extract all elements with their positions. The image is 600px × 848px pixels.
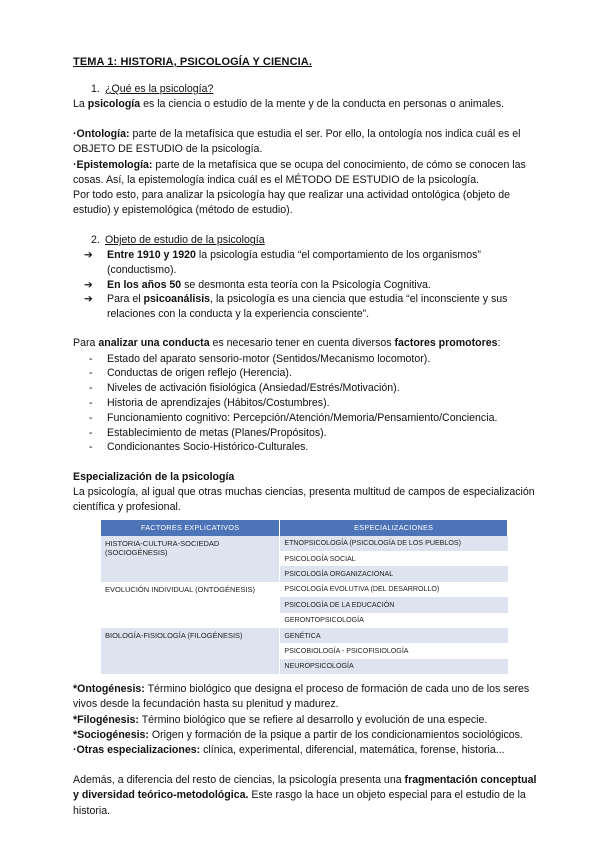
page-title: TEMA 1: HISTORIA, PSICOLOGÍA Y CIENCIA.: [73, 56, 313, 68]
especializacion-intro: La psicología, al igual que otras muchas ciencias, presenta multitud de campos de especialización científica y profesional.: [73, 486, 535, 514]
def-term: *Sociogénesis:: [73, 728, 149, 741]
ontologia-term: ·Ontología:: [73, 128, 130, 141]
arrow-item: [73, 278, 543, 293]
table-cell: PSICOLOGÍA SOCIAL: [280, 551, 508, 566]
def-text: Término biológico que se refiere al desarrollo y evolución de una especie.: [138, 713, 488, 726]
def-text: Origen y formación de la psique a partir de los condicionamientos sociológicos.: [148, 728, 523, 741]
arrow-item: [73, 292, 543, 321]
analizar-paragraph: [73, 336, 543, 351]
list-item-text: Historia de aprendizajes (Hábitos/Costumbres).: [107, 396, 330, 409]
def-term: *Ontogénesis:: [73, 683, 145, 696]
dash-bullet: -: [89, 367, 93, 380]
arrow-icon: ➔: [84, 278, 93, 291]
definition-bold: psicología: [87, 98, 141, 110]
def-filogenesis: [73, 713, 543, 728]
section-2-heading: [91, 233, 543, 248]
analizar-post: :: [497, 337, 501, 350]
epistemologia-term: ·Epistemología:: [73, 158, 153, 171]
ontologia-paragraph: [73, 127, 543, 157]
arrow-item-bold: Entre 1910 y 1920: [107, 249, 196, 262]
arrow-item-bold: psicoanálisis: [143, 293, 211, 306]
dash-bullet: -: [89, 411, 93, 424]
table-factor-cell: HISTORIA-CULTURA-SOCIEDAD (SOCIOGÉNESIS): [101, 536, 280, 582]
ontologia-text: parte de la metafísica que estudia el ser. Por ello, la ontología nos indica cuál es el OBJETO DE ESTUDIO de la psicología.: [73, 128, 521, 156]
dash-bullet: -: [89, 396, 93, 409]
especializaciones-table: [101, 520, 508, 675]
especializacion-heading: Especialización de la psicología: [73, 471, 235, 484]
analizar-bold-2: factores promotores: [394, 337, 498, 350]
analizar-bold-1: analizar una conducta: [98, 337, 210, 350]
list-item-text: Condicionantes Socio-Histórico-Culturales.: [107, 441, 309, 454]
table-header-especializaciones: ESPECIALIZACIONES: [280, 520, 508, 536]
def-ontogenesis: [73, 682, 543, 712]
list-item: [73, 381, 543, 396]
table-row: [101, 582, 508, 597]
table-cell: PSICOBIOLOGÍA - PSICOFISIOLOGÍA: [280, 643, 508, 658]
list-item: [73, 352, 543, 367]
def-term: ·Otras especializaciones:: [73, 743, 201, 756]
list-item: [73, 396, 543, 411]
def-otras: [73, 743, 543, 758]
epistemologia-paragraph: [73, 158, 543, 188]
definition-pre: La: [73, 98, 88, 110]
definition-post: es la ciencia o estudio de la mente y de la conducta en personas o animales.: [140, 98, 505, 110]
arrow-item-text: se desmonta esta teoría con la Psicología Cognitiva.: [181, 278, 431, 291]
def-sociogenesis: [73, 728, 543, 743]
table-cell: PSICOLOGÍA DE LA EDUCACIÓN: [280, 597, 508, 612]
analizar-mid: es necesario tener en cuenta diversos: [209, 337, 395, 350]
def-text: clínica, experimental, diferencial, matemática, forense, historia...: [200, 743, 505, 756]
section-1-label: ¿Qué es la psicología?: [105, 83, 214, 95]
table-factor-cell: BIOLOGÍA-FISIOLOGÍA (FILOGÉNESIS): [101, 628, 280, 674]
list-item: [73, 426, 543, 441]
table-cell: PSICOLOGÍA EVOLUTIVA (DEL DESARROLLO): [280, 582, 508, 597]
table-cell: NEUROPSICOLOGÍA: [280, 659, 508, 674]
closing-post: Este rasgo la hace un objeto especial para el estudio de la historia.: [73, 789, 526, 817]
table-cell: ETNOPSICOLOGÍA (PSICOLOGÍA DE LOS PUEBLOS): [280, 536, 508, 551]
table-factor-cell: EVOLUCIÓN INDIVIDUAL (ONTOGÉNESIS): [101, 582, 280, 628]
dash-bullet: -: [89, 426, 93, 439]
table-row: [101, 628, 508, 643]
table-header-factores: FACTORES EXPLICATIVOS: [101, 520, 280, 536]
def-text: Término biológico que designa el proceso de formación de cada uno de los seres vivos desde la fecundación hasta su plenitud y madurez.: [73, 683, 530, 711]
arrow-item-text: , la psicología es una ciencia que estudia “el inconsciente y sus relaciones con la conducta y la experiencia consciente”.: [107, 293, 508, 320]
section-1-number: 1.: [91, 83, 100, 95]
arrow-item-pre: Para el: [107, 293, 144, 306]
list-item: [73, 411, 543, 426]
closing-bold: fragmentación conceptual y diversidad teórico-metodológica.: [73, 774, 537, 802]
list-item-text: Estado del aparato sensorio-motor (Sentidos/Mecanismo locomotor).: [107, 352, 431, 365]
table-cell: PSICOLOGÍA ORGANIZACIONAL: [280, 566, 508, 581]
dash-bullet: -: [89, 352, 93, 365]
arrow-item: [73, 248, 543, 277]
section-1-heading: [91, 82, 543, 97]
analizar-pre: Para: [73, 337, 99, 350]
arrow-icon: ➔: [84, 293, 93, 306]
list-item-text: Establecimiento de metas (Planes/Propósitos).: [107, 426, 327, 439]
table-cell: GERONTOPSICOLOGÍA: [280, 613, 508, 628]
list-item: [73, 366, 543, 381]
list-item-text: Conductas de origen reflejo (Herencia).: [107, 367, 292, 380]
table-row: [101, 536, 508, 551]
arrow-list: [73, 248, 543, 321]
dash-bullet: -: [89, 441, 93, 454]
table-cell: GENÉTICA: [280, 628, 508, 643]
section-2-number: 2.: [91, 234, 100, 247]
summary-paragraph: Por todo esto, para analizar la psicología hay que realizar una actividad ontológica (objeto de estudio) y epistemológica (método de estudio).: [73, 189, 510, 217]
document-page: [73, 56, 543, 819]
arrow-icon: ➔: [84, 249, 93, 262]
list-item: [73, 440, 543, 455]
epistemologia-text: parte de la metafísica que se ocupa del conocimiento, de cómo se conocen las cosas. Así, la epistemología indica cuál es el MÉTODO DE ESTUDIO de la psicología.: [73, 158, 526, 186]
definition-paragraph: [73, 97, 543, 112]
section-2-label: Objeto de estudio de la psicología: [105, 234, 265, 247]
table-header-row: [101, 520, 508, 536]
factors-list: [73, 352, 543, 456]
arrow-item-text: la psicología estudia “el comportamiento de los organismos” (conductismo).: [107, 249, 481, 277]
closing-pre: Además, a diferencia del resto de ciencias, la psicología presenta una: [73, 774, 405, 787]
def-term: *Filogénesis:: [73, 713, 139, 726]
closing-paragraph: [73, 773, 543, 819]
list-item-text: Niveles de activación fisiológica (Ansiedad/Estrés/Motivación).: [107, 382, 400, 395]
list-item-text: Funcionamiento cognitivo: Percepción/Atención/Memoria/Pensamiento/Conciencia.: [107, 411, 498, 424]
arrow-item-bold: En los años 50: [107, 278, 182, 291]
dash-bullet: -: [89, 382, 93, 395]
